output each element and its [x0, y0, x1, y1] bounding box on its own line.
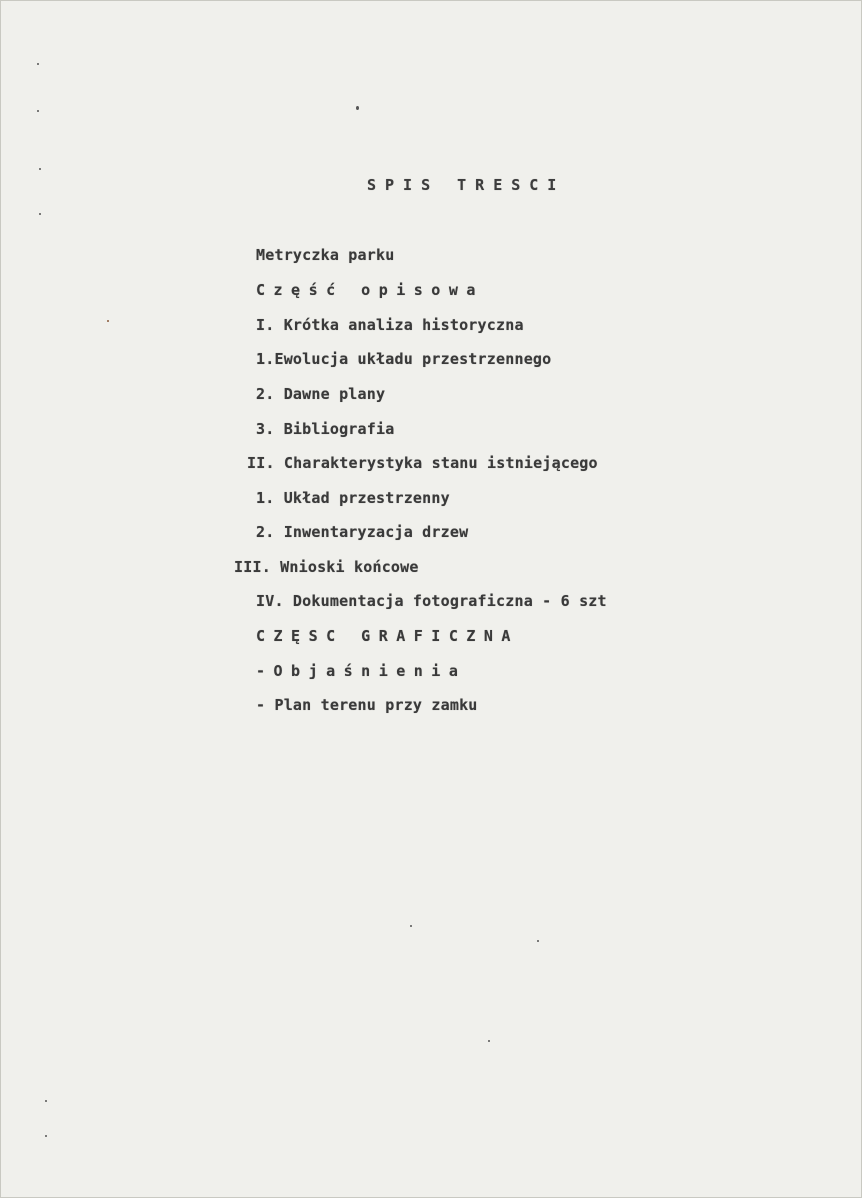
- scan-speck: [39, 213, 41, 215]
- toc-entry-inwentaryzacja: 2. Inwentaryzacja drzew: [256, 523, 469, 541]
- scan-speck: [488, 1040, 490, 1042]
- toc-entry-dawne-plany: 2. Dawne plany: [256, 385, 386, 403]
- toc-entry-objasnienia: -Objaśnienia: [256, 662, 467, 680]
- toc-entry-uklad-przestrzenny: 1. Układ przestrzenny: [256, 489, 450, 507]
- toc-entry-czesc-graficzna: CZĘSC GRAFICZNA: [256, 627, 519, 645]
- toc-entry-wnioski: III. Wnioski końcowe: [234, 558, 419, 576]
- toc-entry-czesc-opisowa: Część opisowa: [256, 281, 484, 299]
- scan-speck: [37, 110, 39, 112]
- page-title: SPIS TRESCI: [367, 176, 566, 194]
- scan-speck: [537, 940, 539, 942]
- toc-entry-ewolucja: 1.Ewolucja układu przestrzennego: [256, 350, 552, 368]
- toc-entry-plan-terenu: - Plan terenu przy zamku: [256, 696, 478, 714]
- scan-speck: [410, 925, 412, 927]
- scan-speck: [107, 320, 109, 322]
- toc-entry-dokumentacja: IV. Dokumentacja fotograficzna - 6 szt: [256, 592, 607, 610]
- scan-speck: [45, 1135, 47, 1137]
- toc-entry-krotka-analiza: I. Krótka analiza historyczna: [256, 316, 524, 334]
- scan-speck: [37, 63, 39, 65]
- toc-entry-bibliografia: 3. Bibliografia: [256, 420, 395, 438]
- toc-entry-metryczka: Metryczka parku: [256, 246, 395, 264]
- scan-speck: [45, 1100, 47, 1102]
- scan-speck: [356, 106, 359, 110]
- scan-speck: [39, 168, 41, 170]
- toc-entry-charakterystyka: II. Charakterystyka stanu istniejącego: [247, 454, 598, 472]
